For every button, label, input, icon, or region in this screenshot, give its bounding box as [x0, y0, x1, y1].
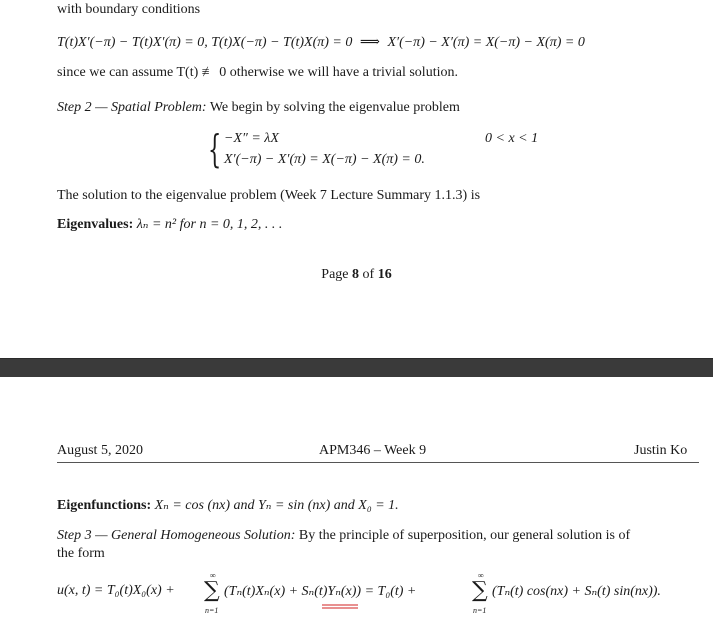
- header-rule: [57, 462, 699, 463]
- since-text: since we can assume T(t) ≢ 0 otherwise we will have a trivial solution.: [57, 65, 458, 80]
- implies-arrow: ⟹: [359, 35, 380, 50]
- system-equation-1: −X″ = λX: [224, 131, 279, 146]
- step3-paragraph: [57, 527, 630, 545]
- page-number-footer: Page 8 of 16: [321, 267, 392, 282]
- step2-label: Step 2 — Spatial Problem:: [57, 100, 207, 115]
- general-solution-lhs: u(x, t) = T₀(t)X₀(x) +: [57, 583, 175, 598]
- step3-text-continued: the form: [57, 546, 105, 561]
- step2-paragraph: [57, 99, 460, 117]
- step3-label: Step 3 — General Homogeneous Solution:: [57, 528, 296, 543]
- sum1-sigma: ∑: [204, 578, 220, 603]
- sum1-upper-limit: ∞: [210, 571, 216, 580]
- system-domain-condition: 0 < x < 1: [485, 131, 539, 146]
- current-page-number: 8: [352, 267, 360, 282]
- solution-intro-text: The solution to the eigenvalue problem (Week 7 Lecture Summary 1.1.3) is: [57, 188, 481, 203]
- boundary-equation-right: X′(−π) − X′(π) = X(−π) − X(π) = 0: [387, 35, 585, 50]
- boundary-equation: [57, 34, 585, 52]
- boundary-equation-left: T(t)X′(−π) − T(t)X′(π) = 0, T(t)X(−π) − T(t)X(π) = 0: [57, 35, 353, 50]
- sum1-lower-limit: n=1: [205, 606, 219, 615]
- sum2-lower-limit: n=1: [473, 606, 487, 615]
- system-equation-2: X′(−π) − X′(π) = X(−π) − X(π) = 0.: [224, 152, 425, 167]
- boundary-conditions-text: with boundary conditions: [57, 2, 201, 17]
- system-brace: {: [208, 127, 222, 171]
- eigenfunctions-line: [57, 497, 399, 515]
- step3-text: By the principle of superposition, our general solution is of: [295, 528, 631, 543]
- eigenfunctions-label: Eigenfunctions:: [57, 498, 152, 513]
- general-solution-middle: (Tₙ(t)Xₙ(x) + Sₙ(t)Yₙ(x)) = T₀(t) +: [224, 584, 417, 599]
- eigenvalues-line: [57, 216, 282, 234]
- page-break-divider: [0, 358, 713, 378]
- eigenfunctions-text: Xₙ = cos (nx) and Yₙ = sin (nx) and X₀ = 1.: [151, 498, 399, 513]
- eigenvalues-label: Eigenvalues:: [57, 217, 134, 232]
- sum2-upper-limit: ∞: [478, 571, 484, 580]
- header-author: Justin Ko: [634, 443, 688, 458]
- annotation-squiggle: [322, 603, 358, 609]
- header-course: APM346 – Week 9: [319, 443, 427, 458]
- eigenvalues-text: λₙ = n² for n = 0, 1, 2, . . .: [133, 217, 283, 232]
- general-solution-rhs: (Tₙ(t) cos(nx) + Sₙ(t) sin(nx)).: [492, 584, 661, 599]
- step2-text: We begin by solving the eigenvalue problem: [206, 100, 460, 115]
- sum2-sigma: ∑: [472, 578, 488, 603]
- header-date: August 5, 2020: [57, 443, 143, 458]
- total-pages: 16: [377, 267, 392, 282]
